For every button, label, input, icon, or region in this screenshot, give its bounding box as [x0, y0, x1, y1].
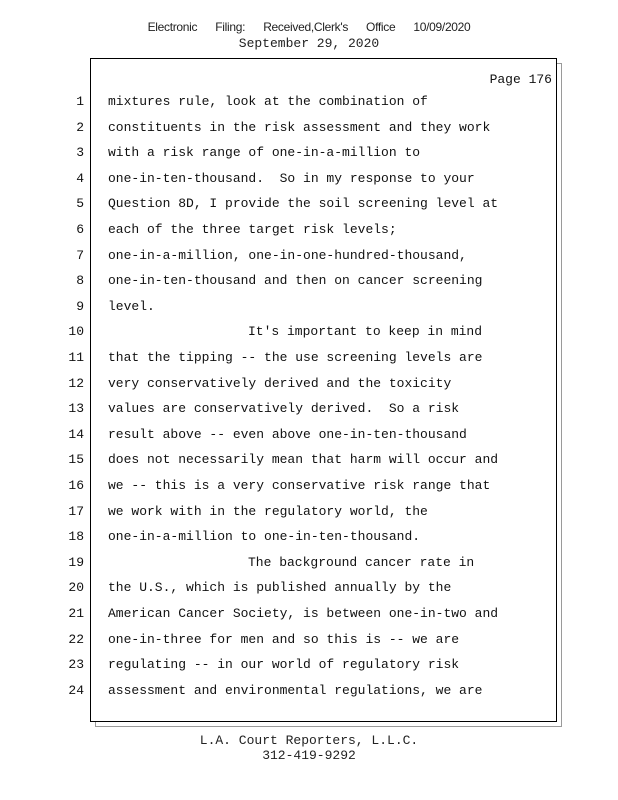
line-text: The background cancer rate in [248, 554, 475, 570]
line-number: 6 [76, 222, 84, 237]
transcript-line [0, 222, 618, 247]
line-text: we -- this is a very conservative risk range that [108, 478, 491, 493]
line-text: one-in-three for men and so this is -- we are [108, 631, 460, 647]
line-text: very conservatively derived and the toxicity [108, 375, 452, 391]
line-number: 5 [76, 196, 84, 212]
line-number: 21 [68, 606, 84, 621]
line-number: 15 [68, 452, 84, 468]
line-number: 20 [68, 580, 84, 596]
transcript-line [0, 120, 618, 145]
transcript-line [0, 350, 618, 375]
line-text: assessment and environmental regulations, we are [108, 682, 483, 698]
line-text: mixtures rule, look at the combination of [108, 94, 428, 109]
line-number: 1 [76, 94, 84, 109]
line-text: that the tipping -- the use screening levels are [108, 350, 483, 365]
transcript-line [0, 580, 618, 605]
reporter-phone: 312-419-9292 [262, 748, 356, 763]
stamp-word: Office [366, 20, 396, 34]
line-number: 19 [68, 554, 84, 570]
stamp-word: Electronic [147, 20, 198, 34]
line-number: 23 [68, 657, 84, 673]
page-number: Page 176 [489, 72, 552, 87]
transcript-line [0, 555, 618, 580]
line-text: constituents in the risk assessment and they work [108, 119, 491, 135]
line-number: 16 [68, 478, 84, 493]
line-text: one-in-a-million, one-in-one-hundred-thousand, [108, 247, 467, 263]
stamp-word: Filing: [215, 20, 246, 34]
line-text: each of the three target risk levels; [108, 222, 397, 237]
line-number: 3 [76, 145, 84, 161]
line-text: It's important to keep in mind [248, 324, 483, 340]
stamp-word: Received,Clerk's [263, 20, 349, 34]
line-number: 24 [68, 682, 84, 698]
footer [0, 733, 618, 763]
transcript-line [0, 196, 618, 221]
transcript-line [0, 248, 618, 273]
line-text: one-in-ten-thousand. So in my response to your [108, 170, 475, 186]
transcript-line [0, 606, 618, 631]
line-text: result above -- even above one-in-ten-thousand [108, 426, 467, 442]
transcript-line [0, 427, 618, 452]
line-text: one-in-ten-thousand and then on cancer screening [108, 273, 483, 289]
line-text: the U.S., which is published annually by the [108, 580, 452, 596]
line-number: 18 [68, 529, 84, 545]
line-number: 10 [68, 324, 84, 340]
transcript-line [0, 324, 618, 349]
transcript-line [0, 478, 618, 503]
line-text: values are conservatively derived. So a risk [108, 401, 460, 417]
stamp-word: 10/09/2020 [413, 20, 471, 34]
line-number: 4 [76, 170, 84, 186]
transcript-line [0, 683, 618, 708]
transcript-line [0, 299, 618, 324]
line-number: 11 [68, 350, 84, 365]
transcript-line [0, 452, 618, 477]
line-text: level. [108, 298, 155, 314]
transcript-line [0, 94, 618, 119]
line-text: regulating -- in our world of regulatory risk [108, 657, 460, 673]
reporter-company: L.A. Court Reporters, L.L.C. [199, 733, 419, 748]
filing-stamp [0, 20, 618, 34]
transcript-line [0, 529, 618, 554]
transcript-line [0, 145, 618, 170]
transcript-line [0, 657, 618, 682]
line-number: 14 [68, 426, 84, 442]
transcript-line [0, 273, 618, 298]
line-number: 2 [76, 119, 84, 135]
line-number: 22 [68, 631, 84, 647]
line-number: 9 [76, 298, 84, 314]
line-text: American Cancer Society, is between one-in-two and [108, 606, 499, 621]
line-number: 13 [68, 401, 84, 417]
transcript-line [0, 401, 618, 426]
line-text: with a risk range of one-in-a-million to [108, 145, 421, 161]
line-number: 12 [68, 375, 84, 391]
line-number: 8 [76, 273, 84, 289]
line-text: Question 8D, I provide the soil screening level at [108, 196, 499, 212]
transcript-line [0, 632, 618, 657]
transcript-line [0, 376, 618, 401]
line-text: does not necessarily mean that harm will occur and [108, 452, 499, 468]
line-number: 7 [76, 247, 84, 263]
line-text: one-in-a-million to one-in-ten-thousand. [108, 529, 421, 545]
line-text: we work with in the regulatory world, the [108, 503, 428, 519]
line-number: 17 [68, 503, 84, 519]
transcript-line [0, 171, 618, 196]
transcript-line [0, 504, 618, 529]
transcript-date: September 29, 2020 [238, 36, 380, 51]
